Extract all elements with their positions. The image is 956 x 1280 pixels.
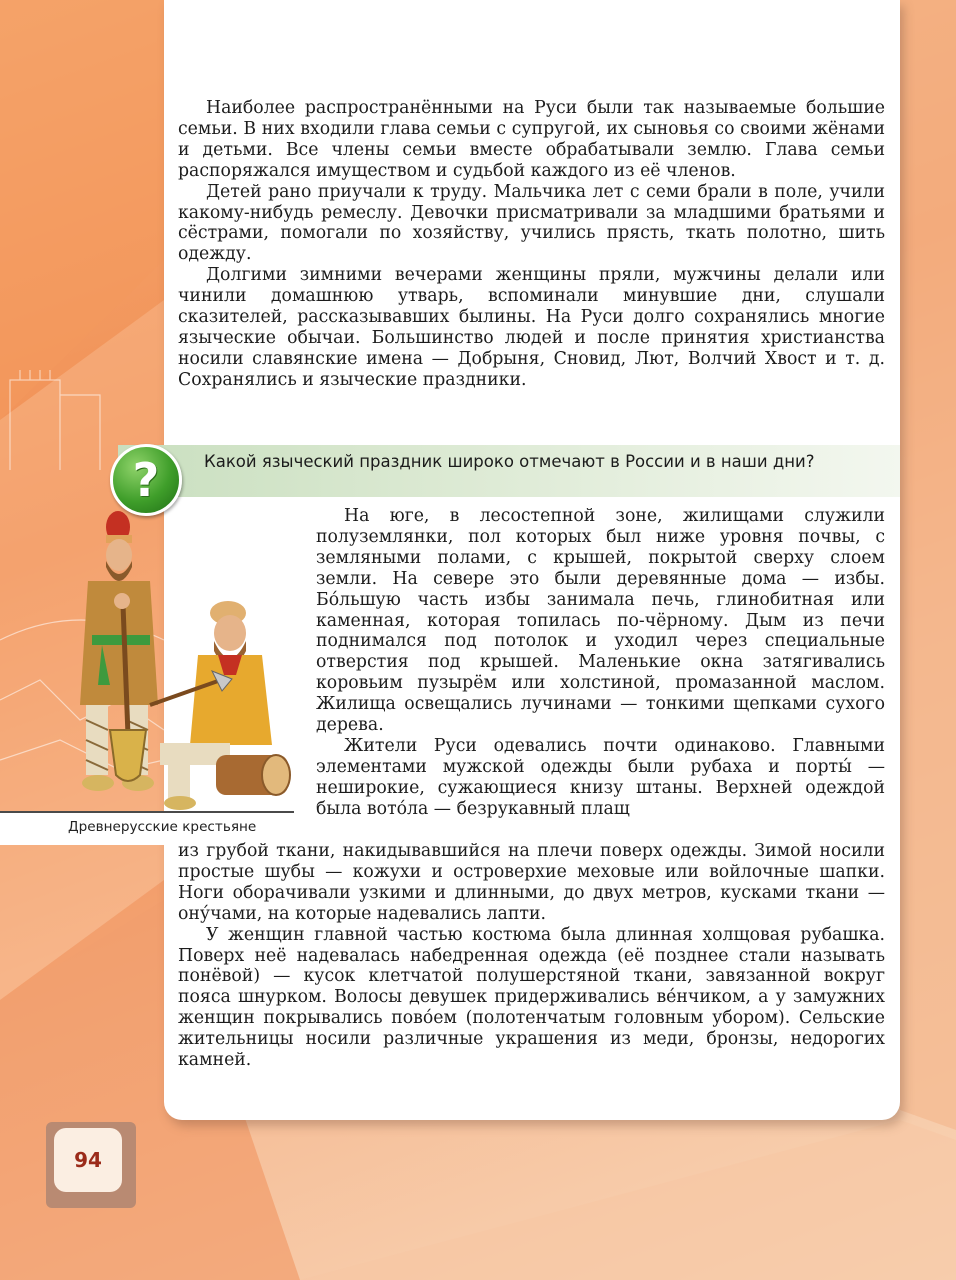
paragraph: Наиболее распространёнными на Руси были так называемые большие семьи. В них входили глава семьи с супругой, их сыновья со своими жёнами и детьми. Все члены семьи вместе обрабатывали землю. Глава семьи распоряжался имуществом и судьбой каждого из её членов. (178, 98, 885, 181)
paragraph: из грубой ткани, накидывавшийся на плечи поверх одежды. Зимой носили простые шубы — кожухи и островерхие меховые или войлочные шапки. Ноги оборачивали узкими и длинными, до двух метров, кусками ткани — ону́чами, на которые надевались лапти. (178, 841, 885, 924)
question-icon: ? (110, 444, 182, 516)
peasants-illustration (0, 505, 296, 810)
paragraph: Детей рано приучали к труду. Мальчика лет с семи брали в поле, учили какому-нибудь ремеслу. Девочки присматривали за младшими братьями и сёстрами, помогали по хозяйству, учились прясть, ткать полотно, шить одежду. (178, 181, 885, 265)
sitting-peasant (150, 601, 290, 810)
page-number: 94 (54, 1128, 122, 1192)
paragraph: У женщин главной частью костюма была длинная холщовая рубашка. Поверх неё надевалась набедренная одежда (её позднее стали называть понёвой) — кусок клетчатой полушерстяной ткани, завязанной вокруг пояса шнурком. Волосы девушек придерживались ве́нчиком, а у замужних женщин покрывались пово́ем (полотенчатым головным убором). Сельские жительницы носили различные украшения из меди, бронзы, недорогих камней. (178, 924, 885, 1071)
illustration-caption: Древнерусские крестьяне (68, 819, 257, 835)
text-block-side (316, 506, 885, 820)
text-block-bottom (178, 841, 885, 1071)
standing-peasant (80, 511, 158, 791)
paragraph: На юге, в лесостепной зоне, жилищами служили полуземлянки, пол которых был ниже уровня почвы, с земляными полами, с крышей, покрытой сверху слоем земли. На севере это были деревянные дома — избы. Бо́льшую часть избы занимала печь, глинобитная или каменная, которая топилась по-чёрному. Дым из печи поднимался под потолок и уходил через специальные отверстия под крышей. Маленькие окна затягивались коровьим пузырём или холстиной, промазанной маслом. Жилища освещались лучинами — тонкими щепками сухого дерева. (316, 506, 885, 736)
paragraph: Долгими зимними вечерами женщины пряли, мужчины делали или чинили домашнюю утварь, вспоминали минувшие дни, слушали сказителей, рассказывавших былины. На Руси долго сохранялись многие языческие обычаи. Большинство людей и после принятия христианства носили славянские имена — Добрыня, Сновид, Лют, Волчий Хвост и т. д. Сохранялись и языческие праздники. (178, 265, 885, 390)
paragraph: Жители Руси одевались почти одинаково. Главными элементами мужской одежды были рубаха и порты́ — неширокие, сужающиеся книзу штаны. Верхней одеждой была вото́ла — безрукавный плащ (316, 735, 885, 819)
text-block-top (178, 98, 885, 391)
question-text: Какой языческий праздник широко отмечают в России и в наши дни? (204, 452, 815, 471)
